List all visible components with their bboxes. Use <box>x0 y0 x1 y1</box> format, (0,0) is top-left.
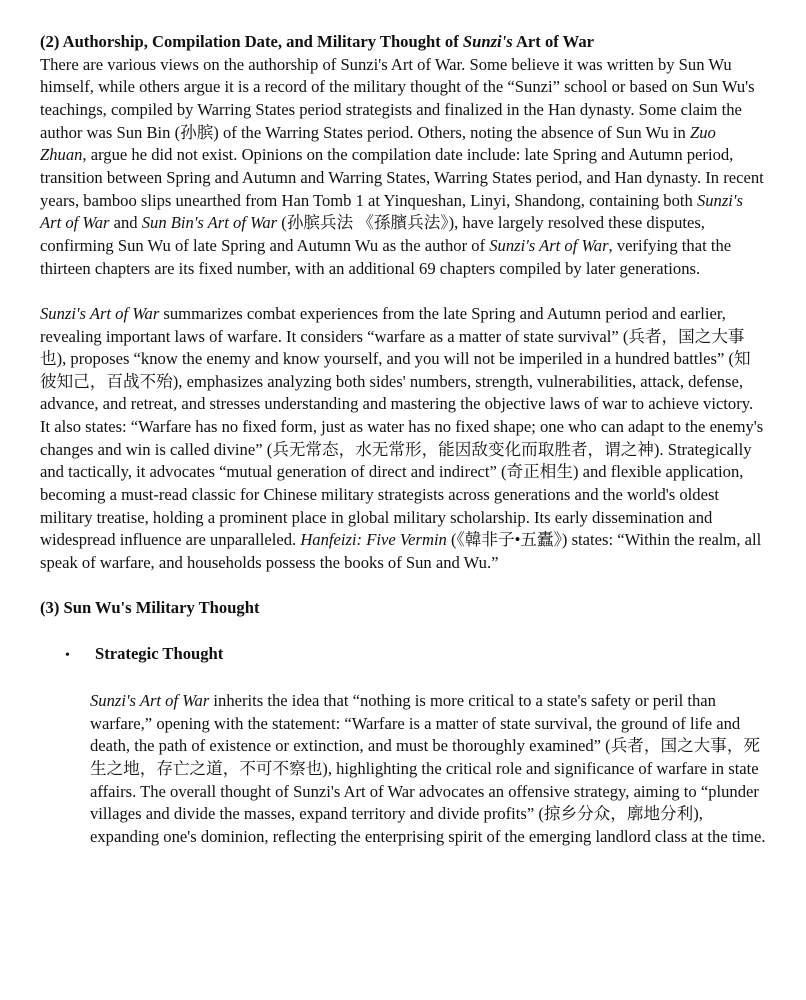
italic-title: Sunzi's Art of War <box>489 235 609 255</box>
italic-title: Zuo Zhuan <box>40 122 716 165</box>
italic-title: Sun Bin's Art of War <box>141 213 278 233</box>
text-run: There are various views on the authorship of Sunzi's Art of War. Some believe it was written by Sun Wu himself, while others argue it is a record of the military thought of the “Sunzi” school or based on Sun Wu's teachings, compiled by Warring States period strategists and finalized in the Han dynasty. Some claim the author was Sun Bin (孙膑) of the Warring States period. Others, noting the absence of Sun Wu in <box>40 54 755 142</box>
paragraph-gap <box>40 280 766 303</box>
italic-title: Sunzi's Art of War <box>40 303 160 323</box>
text-run: summarizes combat experiences from the late Spring and Autumn period and earlier, revealing important laws of warfare. It considers “warfare as a matter of state survival” (兵者，国之大事也), proposes “know the enemy and know yourself, and you will not be imperiled in a hundred battles” (知彼知己，百战不殆), emphasizes analyzing both sides' numbers, strength, vulnerabilities, attack, defense, advance, and retreat, and stresses understanding and mastering the objective laws of war to achieve victory. It also states: “Warfare has no fixed form, just as water has no fixed shape; one who can adapt to the enemy's changes and win is called divine” (兵无常态，水无常形，能因敌变化而取胜者，谓之神). Strategically and tactically, it advocates “mutual generation of direct and indirect” (奇正相生) and flexible application, becoming a must-read classic for Chinese military strategists across generations and the world's oldest military treatise, holding a prominent place in global military scholarship. Its early dissemination and widespread influence are unparalleled. <box>40 303 764 550</box>
section-3-paragraph-1 <box>40 690 766 849</box>
paragraph-gap <box>40 620 766 643</box>
italic-title: Sunzi's Art of War <box>40 190 743 233</box>
text-run: (孙膑兵法 《孫臏兵法》), have largely resolved these disputes, confirming Sun Wu of late Spring and Autumn Wu as the author of <box>40 213 705 255</box>
italic-title: Hanfeizi: Five Vermin <box>300 530 447 550</box>
section-2-heading-italic: Sunzi's <box>462 32 513 51</box>
bullet-label: Strategic Thought <box>95 643 224 663</box>
bullet-item-strategic-thought <box>40 643 766 668</box>
section-2-paragraph-1 <box>40 54 766 281</box>
paragraph-gap <box>40 575 766 598</box>
italic-title: Sunzi's Art of War <box>90 690 210 710</box>
section-2-paragraph-2 <box>40 303 766 575</box>
section-2-heading <box>40 31 766 54</box>
section-2-heading-prefix: (2) Authorship, Compilation Date, and Military Thought of <box>40 32 463 51</box>
text-run: , argue he did not exist. Opinions on the compilation date include: late Spring and Autumn period, transition between Spring and Autumn and Warring States, Warring States period, and Han dynasty. In recent years, bamboo slips unearthed from Han Tomb 1 at Yinqueshan, Linyi, Shandong, containing both <box>40 145 764 210</box>
bullet-icon: • <box>65 647 70 663</box>
text-run: and <box>109 213 142 233</box>
section-2-heading-suffix: Art of War <box>512 32 594 51</box>
section-3-heading: (3) Sun Wu's Military Thought <box>40 598 260 618</box>
text-run: (《韓非子•五蠹》) states: “Within the realm, all speak of warfare, and households possess the books of Sun and Wu.” <box>40 530 762 573</box>
paragraph-gap <box>40 667 766 690</box>
text-run: , verifying that the thirteen chapters are its fixed number, with an additional 69 chapters compiled by later generations. <box>40 235 732 278</box>
text-run: inherits the idea that “nothing is more critical to a state's safety or peril than warfare,” opening with the statement: “Warfare is a matter of state survival, the ground of life and death, the path of existence or extinction, and must be thoroughly examined” (兵者，国之大事，死生之地，存亡之道，不可不察也), highlighting the critical role and significance of warfare in state affairs. The overall thought of Sunzi's Art of War advocates an offensive strategy, aiming to “plunder villages and divide the masses, expand territory and divide profits” (掠乡分众，廓地分利), expanding one's dominion, reflecting the enterprising spirit of the emerging landlord class at the time. <box>90 690 766 846</box>
